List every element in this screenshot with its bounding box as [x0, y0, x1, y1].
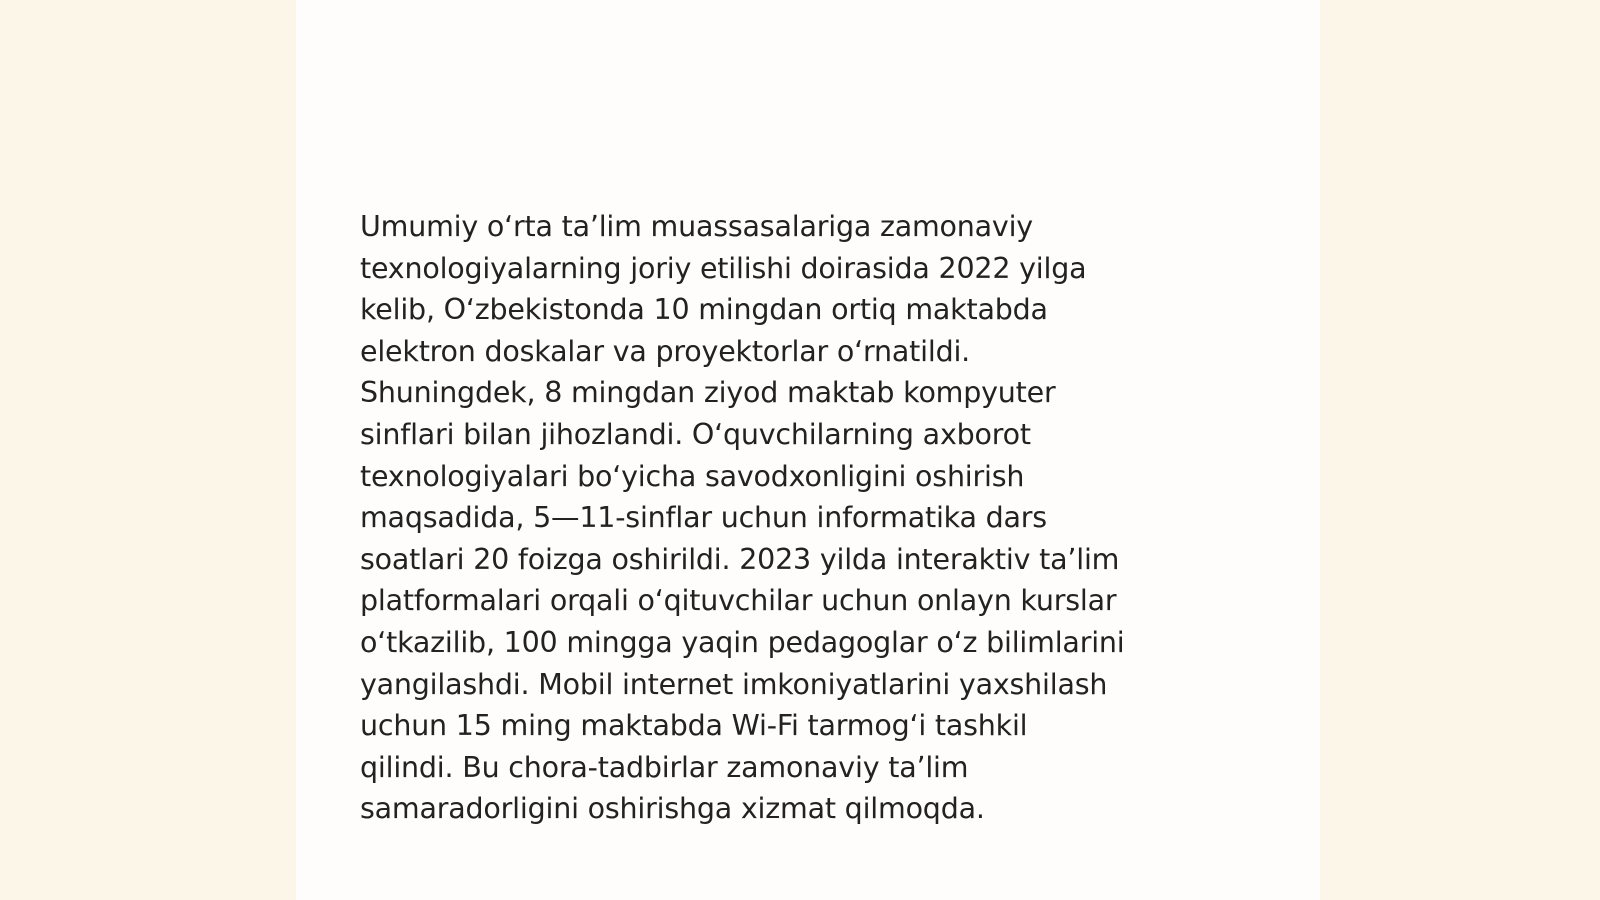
body-paragraph: Umumiy oʻrta taʼlim muassasalariga zamonaviy texnologiyalarning joriy etilishi doirasida 2022 yilga kelib, Oʻzbekistonda 10 mingdan ortiq maktabda elektron doskalar va proyektorlar oʻrnatildi. Shuningdek, 8 mingdan ziyod maktab kompyuter sinflari bilan jihozlandi. Oʻquvchilarning axborot texnologiyalari boʻyicha savodxonligini oshirish maqsadida, 5—11-sinflar uchun informatika dars soatlari 20 foizga oshirildi. 2023 yilda interaktiv taʼlim platformalari orqali oʻqituvchilar uchun onlayn kurslar oʻtkazilib, 100 mingga yaqin pedagoglar oʻz bilimlarini yangilashdi. Mobil internet imkoniyatlarini yaxshilash uchun 15 ming maktabda Wi-Fi tarmogʻi tashkil qilindi. Bu chora-tadbirlar zamonaviy taʼlim samaradorligini oshirishga xizmat qilmoqda.: [360, 210, 1125, 826]
document-page: [296, 0, 1320, 900]
